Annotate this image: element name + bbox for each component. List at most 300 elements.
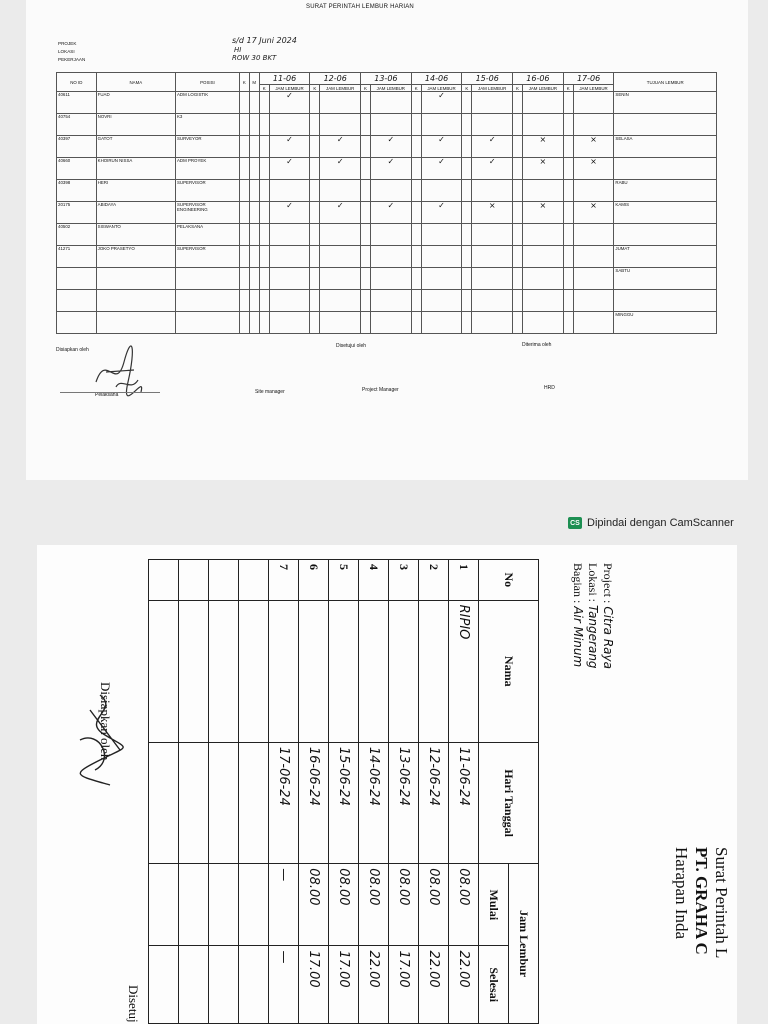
- cell-k: [239, 312, 249, 334]
- cell-k-mark: [563, 136, 573, 158]
- cell-k: [239, 114, 249, 136]
- cell-k-mark: [361, 136, 371, 158]
- cell-k-mark: [563, 202, 573, 224]
- approved-by-label: Disetujui oleh: [336, 343, 367, 349]
- cell-k-mark: [513, 312, 523, 334]
- cell-k-mark: [513, 268, 523, 290]
- cell-k-mark: [513, 92, 523, 114]
- cell-day: JUMAT: [614, 246, 717, 268]
- cell-k-mark: [259, 202, 269, 224]
- cell-overtime-mark: [522, 268, 563, 290]
- cell-overtime-mark: ✓: [472, 136, 513, 158]
- cell-k-mark: [361, 180, 371, 202]
- prepared-by-label: Disiapkan oleh: [56, 347, 89, 353]
- cell-k-mark: [310, 290, 320, 312]
- form2-cell-no: 3: [389, 560, 419, 601]
- form2-cell-selesai: 22.00: [359, 946, 389, 1024]
- form2-lokasi: [585, 563, 600, 669]
- cell-overtime-mark: [522, 92, 563, 114]
- cell-k-mark: [310, 312, 320, 334]
- form2-cell-tanggal: 17-06-24: [269, 742, 299, 863]
- form2-cell-mulai: 08.00: [359, 864, 389, 946]
- cell-nama: FUAD: [96, 92, 175, 114]
- header-date: 12-06: [310, 73, 361, 85]
- form2-project-value: Citra Raya: [601, 606, 615, 669]
- cell-nama: KHOIRUN NISSA: [96, 158, 175, 180]
- cell-posisi: [175, 246, 239, 268]
- cell-id: 40397: [57, 136, 97, 158]
- form2-empty-cell: [209, 864, 239, 946]
- sig-line-1: [60, 392, 160, 393]
- cell-k-mark: [259, 224, 269, 246]
- cell-k-mark: [411, 224, 421, 246]
- cell-overtime-mark: [320, 92, 361, 114]
- cell-k-mark: [462, 114, 472, 136]
- table-row: [239, 560, 269, 1024]
- cell-overtime-mark: [421, 114, 462, 136]
- camscanner-icon: CS: [568, 517, 582, 529]
- form2-cell-selesai: 22.00: [419, 946, 449, 1024]
- header-k-sub: K: [411, 85, 421, 92]
- table-row: [57, 92, 717, 114]
- form2-header-hari: Hari Tanggal: [479, 742, 539, 863]
- cell-k-mark: [361, 158, 371, 180]
- cell-overtime-mark: [472, 290, 513, 312]
- cell-day: SELASA: [614, 136, 717, 158]
- header-k-sub: K: [462, 85, 472, 92]
- cell-m: [249, 312, 259, 334]
- cell-overtime-mark: [269, 290, 310, 312]
- form2-cell-no: 7: [269, 560, 299, 601]
- cell-k-mark: [310, 136, 320, 158]
- cell-k: [239, 92, 249, 114]
- form2-project-label: Project :: [601, 563, 615, 604]
- cell-overtime-mark: [269, 246, 310, 268]
- cell-k-mark: [513, 224, 523, 246]
- hrd-label: HRD: [544, 385, 555, 391]
- cell-posisi: [175, 136, 239, 158]
- header-k-sub: K: [310, 85, 320, 92]
- cell-posisi: [175, 312, 239, 334]
- form2-title: Surat Perintah L: [712, 847, 731, 959]
- cell-overtime-mark: ✓: [320, 158, 361, 180]
- cell-overtime-mark: [421, 268, 462, 290]
- form2-cell-nama: [389, 600, 419, 742]
- cell-overtime-mark: [573, 180, 614, 202]
- form2-approved-by: Disetuj: [126, 985, 141, 1023]
- cell-overtime-mark: [320, 224, 361, 246]
- cell-k-mark: [411, 114, 421, 136]
- cell-id: 40398: [57, 180, 97, 202]
- cell-overtime-mark: [522, 246, 563, 268]
- header-m: M: [249, 73, 259, 92]
- cell-overtime-mark: ✓: [320, 202, 361, 224]
- cell-k: [239, 158, 249, 180]
- form2-empty-cell: [179, 864, 209, 946]
- cell-k-mark: [513, 246, 523, 268]
- cell-overtime-mark: [269, 312, 310, 334]
- table-row: [419, 560, 449, 1024]
- cell-k-mark: [259, 290, 269, 312]
- cell-k: [239, 290, 249, 312]
- cell-overtime-mark: ✓: [370, 202, 411, 224]
- form2-bagian: [570, 563, 585, 667]
- cell-overtime-mark: [370, 290, 411, 312]
- form2-cell-nama: [329, 600, 359, 742]
- cell-posisi-line1: SURVEYOR: [176, 136, 202, 141]
- cell-k-mark: [462, 312, 472, 334]
- cell-k-mark: [513, 114, 523, 136]
- header-jam-lembur: JAM LEMBUR: [522, 85, 563, 92]
- form2-cell-nama: [299, 600, 329, 742]
- cell-k-mark: [462, 180, 472, 202]
- form2-empty-cell: [209, 946, 239, 1024]
- table-row: [389, 560, 419, 1024]
- cell-k-mark: [411, 290, 421, 312]
- form2-cell-tanggal: 13-06-24: [389, 742, 419, 863]
- label-work: PEKERJAAN: [58, 57, 86, 62]
- cell-overtime-mark: [370, 246, 411, 268]
- table-row: [57, 180, 717, 202]
- header-date: 15-06: [462, 73, 513, 85]
- cell-nama: [96, 268, 175, 290]
- label-project: PROJEK: [58, 41, 77, 46]
- table-row: [57, 224, 717, 246]
- cell-k-mark: [462, 246, 472, 268]
- cell-overtime-mark: [573, 92, 614, 114]
- form2-cell-nama: [269, 600, 299, 742]
- form2-cell-nama: RIPIO: [449, 600, 479, 742]
- cell-day: [614, 290, 717, 312]
- cell-k-mark: [310, 246, 320, 268]
- cell-id: 40502: [57, 224, 97, 246]
- form2-cell-tanggal: 16-06-24: [299, 742, 329, 863]
- form2-cell-tanggal: 14-06-24: [359, 742, 389, 863]
- cell-k: [239, 224, 249, 246]
- cell-overtime-mark: [370, 92, 411, 114]
- cell-overtime-mark: ✓: [421, 92, 462, 114]
- cell-overtime-mark: [421, 224, 462, 246]
- cell-overtime-mark: ×: [573, 136, 614, 158]
- cell-overtime-mark: [421, 312, 462, 334]
- cell-nama: SISWANTO: [96, 224, 175, 246]
- cell-overtime-mark: ×: [522, 158, 563, 180]
- cell-nama: ABIDAYA: [96, 202, 175, 224]
- header-k-sub: K: [259, 85, 269, 92]
- cell-k-mark: [462, 136, 472, 158]
- cell-posisi-line1: SUPERVISOR: [176, 202, 206, 207]
- cell-id: 40754: [57, 114, 97, 136]
- cell-overtime-mark: [522, 180, 563, 202]
- cell-day: MINGGU: [614, 312, 717, 334]
- table-row: [449, 560, 479, 1024]
- cell-overtime-mark: [472, 114, 513, 136]
- cell-k-mark: [310, 268, 320, 290]
- header-tujuan: TUJUAN LEMBUR: [614, 73, 717, 92]
- cell-overtime-mark: ×: [472, 202, 513, 224]
- header-jam-lembur: JAM LEMBUR: [573, 85, 614, 92]
- header-date: 17-06: [563, 73, 614, 85]
- header-jam-lembur: JAM LEMBUR: [472, 85, 513, 92]
- cell-k-mark: [411, 202, 421, 224]
- cell-k-mark: [563, 246, 573, 268]
- cell-k-mark: [411, 136, 421, 158]
- header-date: 13-06: [361, 73, 412, 85]
- handwritten-location: HI: [234, 46, 242, 54]
- cell-overtime-mark: ✓: [421, 158, 462, 180]
- table-row: [57, 268, 717, 290]
- cell-k-mark: [563, 158, 573, 180]
- cell-overtime-mark: [573, 246, 614, 268]
- form2-empty-cell: [239, 742, 269, 863]
- cell-k-mark: [462, 158, 472, 180]
- cell-overtime-mark: [522, 290, 563, 312]
- cell-k-mark: [361, 114, 371, 136]
- cell-k-mark: [310, 92, 320, 114]
- cell-k-mark: [259, 92, 269, 114]
- cell-k-mark: [361, 312, 371, 334]
- table-row: [269, 560, 299, 1024]
- cell-k-mark: [462, 290, 472, 312]
- form2-header-no: No: [479, 560, 539, 601]
- form2-empty-cell: [149, 946, 179, 1024]
- table-row: [299, 560, 329, 1024]
- handwritten-period: s/d 17 Juni 2024: [232, 36, 297, 45]
- header-jam-lembur: JAM LEMBUR: [269, 85, 310, 92]
- cell-overtime-mark: [421, 180, 462, 202]
- cell-m: [249, 136, 259, 158]
- cell-posisi-line1: ADM LOGISTIK: [176, 92, 209, 97]
- form2-bagian-label: Bagian :: [571, 563, 585, 604]
- cell-k-mark: [513, 158, 523, 180]
- cell-overtime-mark: [573, 290, 614, 312]
- form2-cell-no: 6: [299, 560, 329, 601]
- cell-k-mark: [411, 268, 421, 290]
- form2-empty-cell: [239, 600, 269, 742]
- cell-k-mark: [411, 180, 421, 202]
- table-row: [57, 246, 717, 268]
- cell-k-mark: [361, 290, 371, 312]
- cell-overtime-mark: [370, 312, 411, 334]
- cell-posisi: [175, 180, 239, 202]
- cell-k-mark: [563, 224, 573, 246]
- cell-k-mark: [310, 224, 320, 246]
- header-date: 11-06: [259, 73, 310, 85]
- form2-cell-selesai: 17.00: [329, 946, 359, 1024]
- form2-empty-cell: [239, 560, 269, 601]
- cell-overtime-mark: [421, 246, 462, 268]
- cell-k-mark: [259, 136, 269, 158]
- cell-k-mark: [361, 224, 371, 246]
- table-row: [329, 560, 359, 1024]
- cell-day: KAMIS: [614, 202, 717, 224]
- cell-k-mark: [563, 92, 573, 114]
- cell-k: [239, 136, 249, 158]
- cell-k-mark: [361, 92, 371, 114]
- form2-cell-tanggal: 15-06-24: [329, 742, 359, 863]
- cell-k-mark: [563, 268, 573, 290]
- form2-cell-selesai: 22.00: [449, 946, 479, 1024]
- cell-k-mark: [563, 290, 573, 312]
- form2-signature: [60, 690, 145, 800]
- cell-id: [57, 290, 97, 312]
- table-row: [57, 114, 717, 136]
- cell-k-mark: [259, 312, 269, 334]
- cell-posisi-line1: K3: [176, 114, 183, 119]
- table-row: [179, 560, 209, 1024]
- cell-overtime-mark: [472, 92, 513, 114]
- form2-lokasi-label: Lokasi :: [586, 563, 600, 602]
- cell-k-mark: [259, 158, 269, 180]
- table-row: [57, 312, 717, 334]
- cell-k: [239, 246, 249, 268]
- cell-k-mark: [310, 158, 320, 180]
- form2-empty-cell: [149, 560, 179, 601]
- form2-cell-tanggal: 11-06-24: [449, 742, 479, 863]
- cell-overtime-mark: [320, 268, 361, 290]
- cell-day: SABTU: [614, 268, 717, 290]
- cell-day: SENIN: [614, 92, 717, 114]
- form2-header-selesai: Selesai: [479, 946, 509, 1024]
- cell-m: [249, 202, 259, 224]
- form2-empty-cell: [149, 600, 179, 742]
- form2-empty-cell: [149, 742, 179, 863]
- label-location: LOKASI: [58, 49, 75, 54]
- form2-empty-cell: [209, 600, 239, 742]
- cell-k-mark: [513, 136, 523, 158]
- cell-k-mark: [259, 114, 269, 136]
- cell-k-mark: [462, 202, 472, 224]
- cell-k-mark: [310, 180, 320, 202]
- cell-posisi: [175, 158, 239, 180]
- form2-address: Harapan Inda: [672, 847, 691, 940]
- cell-nama: NOVRI: [96, 114, 175, 136]
- cell-overtime-mark: [522, 224, 563, 246]
- cell-day: [614, 158, 717, 180]
- cell-overtime-mark: ✓: [472, 158, 513, 180]
- form2-prepared-by: Disiapkan oleh: [98, 682, 113, 761]
- form2-empty-cell: [239, 946, 269, 1024]
- cell-overtime-mark: ✓: [269, 92, 310, 114]
- table-row: [57, 202, 717, 224]
- cell-overtime-mark: [522, 114, 563, 136]
- cell-overtime-mark: ✓: [269, 136, 310, 158]
- cell-k: [239, 268, 249, 290]
- cell-overtime-mark: [370, 180, 411, 202]
- form2-cell-nama: [359, 600, 389, 742]
- cell-posisi-line1: ADM PROYEK: [176, 158, 207, 163]
- form2-cell-mulai: 08.00: [419, 864, 449, 946]
- cell-id: 41271: [57, 246, 97, 268]
- cell-overtime-mark: [370, 114, 411, 136]
- pelaksana-label: Pelaksana: [95, 392, 119, 398]
- header-no-id: NO ID: [57, 73, 97, 92]
- header-date: 14-06: [411, 73, 462, 85]
- cell-posisi-line2: ENGINEERING: [176, 207, 208, 212]
- cell-overtime-mark: ✓: [421, 136, 462, 158]
- cell-overtime-mark: ✓: [370, 136, 411, 158]
- cell-k-mark: [563, 114, 573, 136]
- cell-m: [249, 268, 259, 290]
- cell-posisi: [175, 92, 239, 114]
- cell-m: [249, 246, 259, 268]
- cell-k-mark: [411, 246, 421, 268]
- cell-posisi-line1: PELAKSANA: [176, 224, 204, 229]
- cell-k-mark: [361, 246, 371, 268]
- cell-overtime-mark: ✓: [269, 202, 310, 224]
- form2-cell-mulai: 08.00: [299, 864, 329, 946]
- header-jam-lembur: JAM LEMBUR: [421, 85, 462, 92]
- header-jam-lembur: JAM LEMBUR: [370, 85, 411, 92]
- table-row: [57, 158, 717, 180]
- form2-company: PT. GRAHA C: [692, 847, 711, 955]
- cell-id: 40611: [57, 92, 97, 114]
- cell-k-mark: [361, 202, 371, 224]
- cell-overtime-mark: [472, 268, 513, 290]
- form2-cell-selesai: 17.00: [389, 946, 419, 1024]
- cell-overtime-mark: [573, 312, 614, 334]
- form2-cell-mulai: 08.00: [449, 864, 479, 946]
- cell-nama: JOKO PRASETYO: [96, 246, 175, 268]
- table-row: [209, 560, 239, 1024]
- cell-nama: GATOT: [96, 136, 175, 158]
- cell-overtime-mark: [472, 312, 513, 334]
- form2-header-nama: Nama: [479, 600, 539, 742]
- form2-cell-no: 5: [329, 560, 359, 601]
- cell-k-mark: [563, 180, 573, 202]
- overtime-table: [56, 72, 717, 334]
- table-row: [57, 290, 717, 312]
- cell-k-mark: [259, 180, 269, 202]
- cell-k-mark: [462, 92, 472, 114]
- cell-k: [239, 180, 249, 202]
- cell-overtime-mark: [573, 114, 614, 136]
- form2-cell-tanggal: 12-06-24: [419, 742, 449, 863]
- cell-k-mark: [411, 312, 421, 334]
- cell-overtime-mark: [320, 246, 361, 268]
- cell-overtime-mark: [522, 312, 563, 334]
- cell-k-mark: [462, 224, 472, 246]
- form2-header-jam: Jam Lembur: [509, 864, 539, 1024]
- form2-cell-mulai: 08.00: [329, 864, 359, 946]
- form2-cell-mulai: 08.00: [389, 864, 419, 946]
- cell-id: 40660: [57, 158, 97, 180]
- header-date: 16-06: [513, 73, 564, 85]
- site-manager-label: Site manager: [255, 389, 285, 395]
- cell-posisi: [175, 114, 239, 136]
- cell-k-mark: [563, 312, 573, 334]
- cell-overtime-mark: [573, 224, 614, 246]
- cell-overtime-mark: [320, 114, 361, 136]
- cell-id: 20175: [57, 202, 97, 224]
- cell-posisi-line1: SUPERVISOR: [176, 246, 206, 251]
- cell-overtime-mark: ×: [522, 202, 563, 224]
- cell-overtime-mark: [269, 224, 310, 246]
- cell-m: [249, 290, 259, 312]
- form2-empty-cell: [179, 600, 209, 742]
- form2-empty-cell: [209, 742, 239, 863]
- cell-k-mark: [310, 202, 320, 224]
- cell-day: [614, 224, 717, 246]
- form2-project: [600, 563, 615, 669]
- cell-overtime-mark: [370, 268, 411, 290]
- cell-k-mark: [259, 268, 269, 290]
- camscanner-text: Dipindai dengan CamScanner: [587, 517, 734, 529]
- cell-overtime-mark: [421, 290, 462, 312]
- cell-nama: [96, 290, 175, 312]
- cell-k-mark: [259, 246, 269, 268]
- cell-nama: [96, 312, 175, 334]
